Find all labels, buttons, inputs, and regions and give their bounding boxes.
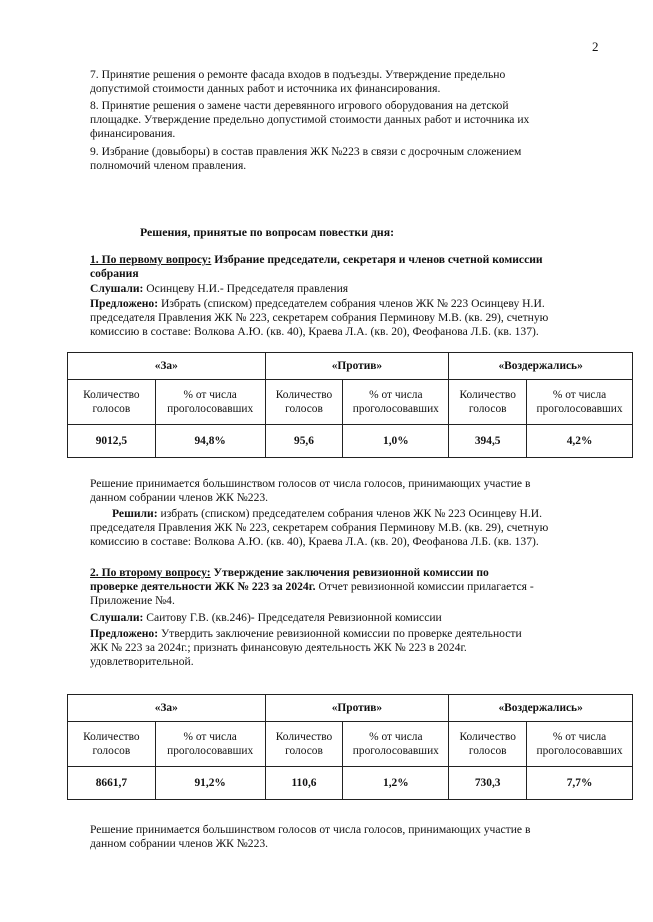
agenda-item-8-line: площадке. Утверждение предельно допустимой стоимости данных работ и источника их [90,113,530,126]
agenda-item-7-line: допустимой стоимости данных работ и источника их финансирования. [90,82,441,95]
page-number: 2 [592,39,599,54]
resolved-label: Решили: [112,507,158,520]
question-1-heading [90,253,602,281]
question-1-heard [90,282,602,296]
votes-against-header: «Против» [265,695,449,722]
question-2-attachment: Приложение №4. [90,594,175,607]
count-column-header: Количество голосов [265,380,343,425]
agenda-item-7-line: 7. Принятие решения о ремонте фасада входов в подъезды. Утверждение предельно [90,68,506,81]
agenda-item-9 [90,145,602,173]
proposed-text: Утвердить заключение ревизионной комиссии по проверке деятельности [158,627,522,640]
vote-table-2 [67,694,633,800]
proposed-text: Избрать (списком) председателем собрания членов ЖК № 223 Осинцеву Н.И. [158,297,545,310]
question-1-resolved [90,507,602,549]
votes-abstained-header: «Воздержались» [449,353,633,380]
question-2-title-cont: проверке деятельности ЖК № 223 за 2024г. [90,580,316,593]
question-2-result [90,823,602,851]
question-1-title: Избрание председатели, секретаря и членов счетной комиссии [211,253,543,266]
question-2-heard [90,611,602,625]
agenda-item-8-line: 8. Принятие решения о замене части деревянного игрового оборудования на детской [90,99,509,112]
agenda-item-9-line: полномочий членом правления. [90,159,247,172]
votes-abstained-count: 394,5 [449,425,527,458]
percent-column-header: % от числа проголосовавших [343,722,449,767]
proposed-text: ЖК № 223 за 2024г.; признать финансовую деятельность ЖК № 223 в 2024г. [90,641,467,654]
proposed-label: Предложено: [90,297,159,310]
votes-against-count: 110,6 [265,767,343,800]
votes-against-count: 95,6 [265,425,343,458]
proposed-label: Предложено: [90,627,159,640]
count-column-header: Количество голосов [68,380,156,425]
heard-label: Слушали: [90,611,144,624]
votes-abstained-percent: 7,7% [527,767,633,800]
agenda-item-8 [90,99,602,141]
question-1-label: 1. По первому вопросу: [90,253,212,266]
heard-text: Саитову Г.В. (кв.246)- Председателя Ревизионной комиссии [143,611,442,624]
percent-column-header: % от числа проголосовавших [155,380,265,425]
result-text: Решение принимается большинством голосов от числа голосов, принимающих участие в [90,477,531,490]
agenda-item-9-line: 9. Избрание (довыборы) в состав правления ЖК №223 в связи с досрочным сложением [90,145,522,158]
resolved-text: комиссию в составе: Волкова А.Ю. (кв. 40), Краева Л.А. (кв. 20), Феофанова Л.Б. (кв. 137). [90,535,539,548]
votes-abstained-percent: 4,2% [527,425,633,458]
question-1-title-cont: собрания [90,267,139,280]
question-2-title: Утверждение заключения ревизионной комиссии по [210,566,489,579]
proposed-text: председателя Правления ЖК № 223, секретарем собрания Перминову М.В. (кв. 29), счетную [90,311,549,324]
votes-abstained-count: 730,3 [449,767,527,800]
percent-column-header: % от числа проголосовавших [527,722,633,767]
percent-column-header: % от числа проголосовавших [527,380,633,425]
votes-for-count: 8661,7 [68,767,156,800]
agenda-item-8-line: финансирования. [90,127,176,140]
resolved-text: избрать (списком) председателем собрания членов ЖК № 223 Осинцеву Н.И. [157,507,543,520]
votes-for-percent: 91,2% [155,767,265,800]
votes-for-percent: 94,8% [155,425,265,458]
agenda-item-7 [90,68,602,96]
proposed-text: комиссию в составе: Волкова А.Ю. (кв. 40), Краева Л.А. (кв. 20), Феофанова Л.Б. (кв. 137). [90,325,539,338]
question-2-label: 2. По второму вопросу: [90,566,211,579]
votes-against-percent: 1,2% [343,767,449,800]
heard-label: Слушали: [90,282,144,295]
question-2-heading [90,566,602,608]
proposed-text: удовлетворительной. [90,655,194,668]
question-1-result [90,477,602,505]
votes-for-header: «За» [68,353,266,380]
count-column-header: Количество голосов [449,722,527,767]
question-1-proposed [90,297,602,339]
resolved-text: председателя Правления ЖК № 223, секретарем собрания Перминову М.В. (кв. 29), счетную [90,521,549,534]
count-column-header: Количество голосов [449,380,527,425]
count-column-header: Количество голосов [265,722,343,767]
votes-for-header: «За» [68,695,266,722]
question-2-proposed [90,627,602,669]
result-text: Решение принимается большинством голосов от числа голосов, принимающих участие в [90,823,531,836]
percent-column-header: % от числа проголосовавших [155,722,265,767]
votes-for-count: 9012,5 [68,425,156,458]
count-column-header: Количество голосов [68,722,156,767]
decisions-title: Решения, принятые по вопросам повестки дня: [140,225,395,239]
question-2-attachment-note: Отчет ревизионной комиссии прилагается - [315,580,534,593]
result-text: данном собрании членов ЖК №223. [90,491,269,504]
votes-abstained-header: «Воздержались» [449,695,633,722]
votes-against-header: «Против» [265,353,449,380]
vote-table-1 [67,352,633,458]
result-text: данном собрании членов ЖК №223. [90,837,269,850]
percent-column-header: % от числа проголосовавших [343,380,449,425]
votes-against-percent: 1,0% [343,425,449,458]
heard-text: Осинцеву Н.И.- Председателя правления [143,282,349,295]
